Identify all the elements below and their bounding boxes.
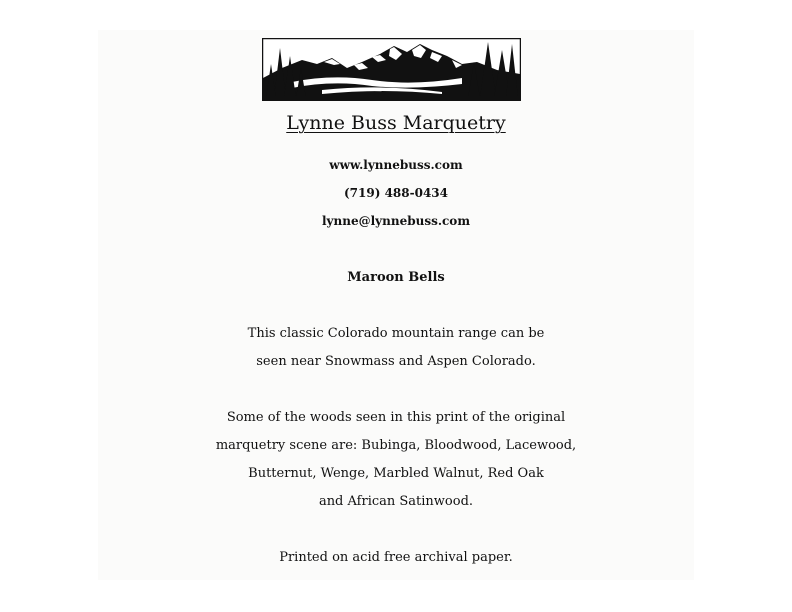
mountain-landscape-logo xyxy=(262,38,521,101)
woods-line: and African Satinwood. xyxy=(318,494,474,509)
footer-note: Printed on acid free archival paper. xyxy=(279,550,513,565)
description-line: seen near Snowmass and Aspen Colorado. xyxy=(256,354,536,369)
website-text: www.lynnebuss.com xyxy=(329,158,463,172)
woods-line: marquetry scene are: Bubinga, Bloodwood, Lacewood, xyxy=(215,438,577,453)
page-title: Lynne Buss Marquetry xyxy=(286,112,506,134)
description-line: This classic Colorado mountain range can be xyxy=(247,326,545,341)
woods-line: Butternut, Wenge, Marbled Walnut, Red Oak xyxy=(248,466,544,481)
artwork-title: Maroon Bells xyxy=(347,270,445,285)
woods-line: Some of the woods seen in this print of the original xyxy=(226,410,566,425)
phone-text: (719) 488-0434 xyxy=(343,186,448,200)
email-text: lynne@lynnebuss.com xyxy=(321,214,471,228)
